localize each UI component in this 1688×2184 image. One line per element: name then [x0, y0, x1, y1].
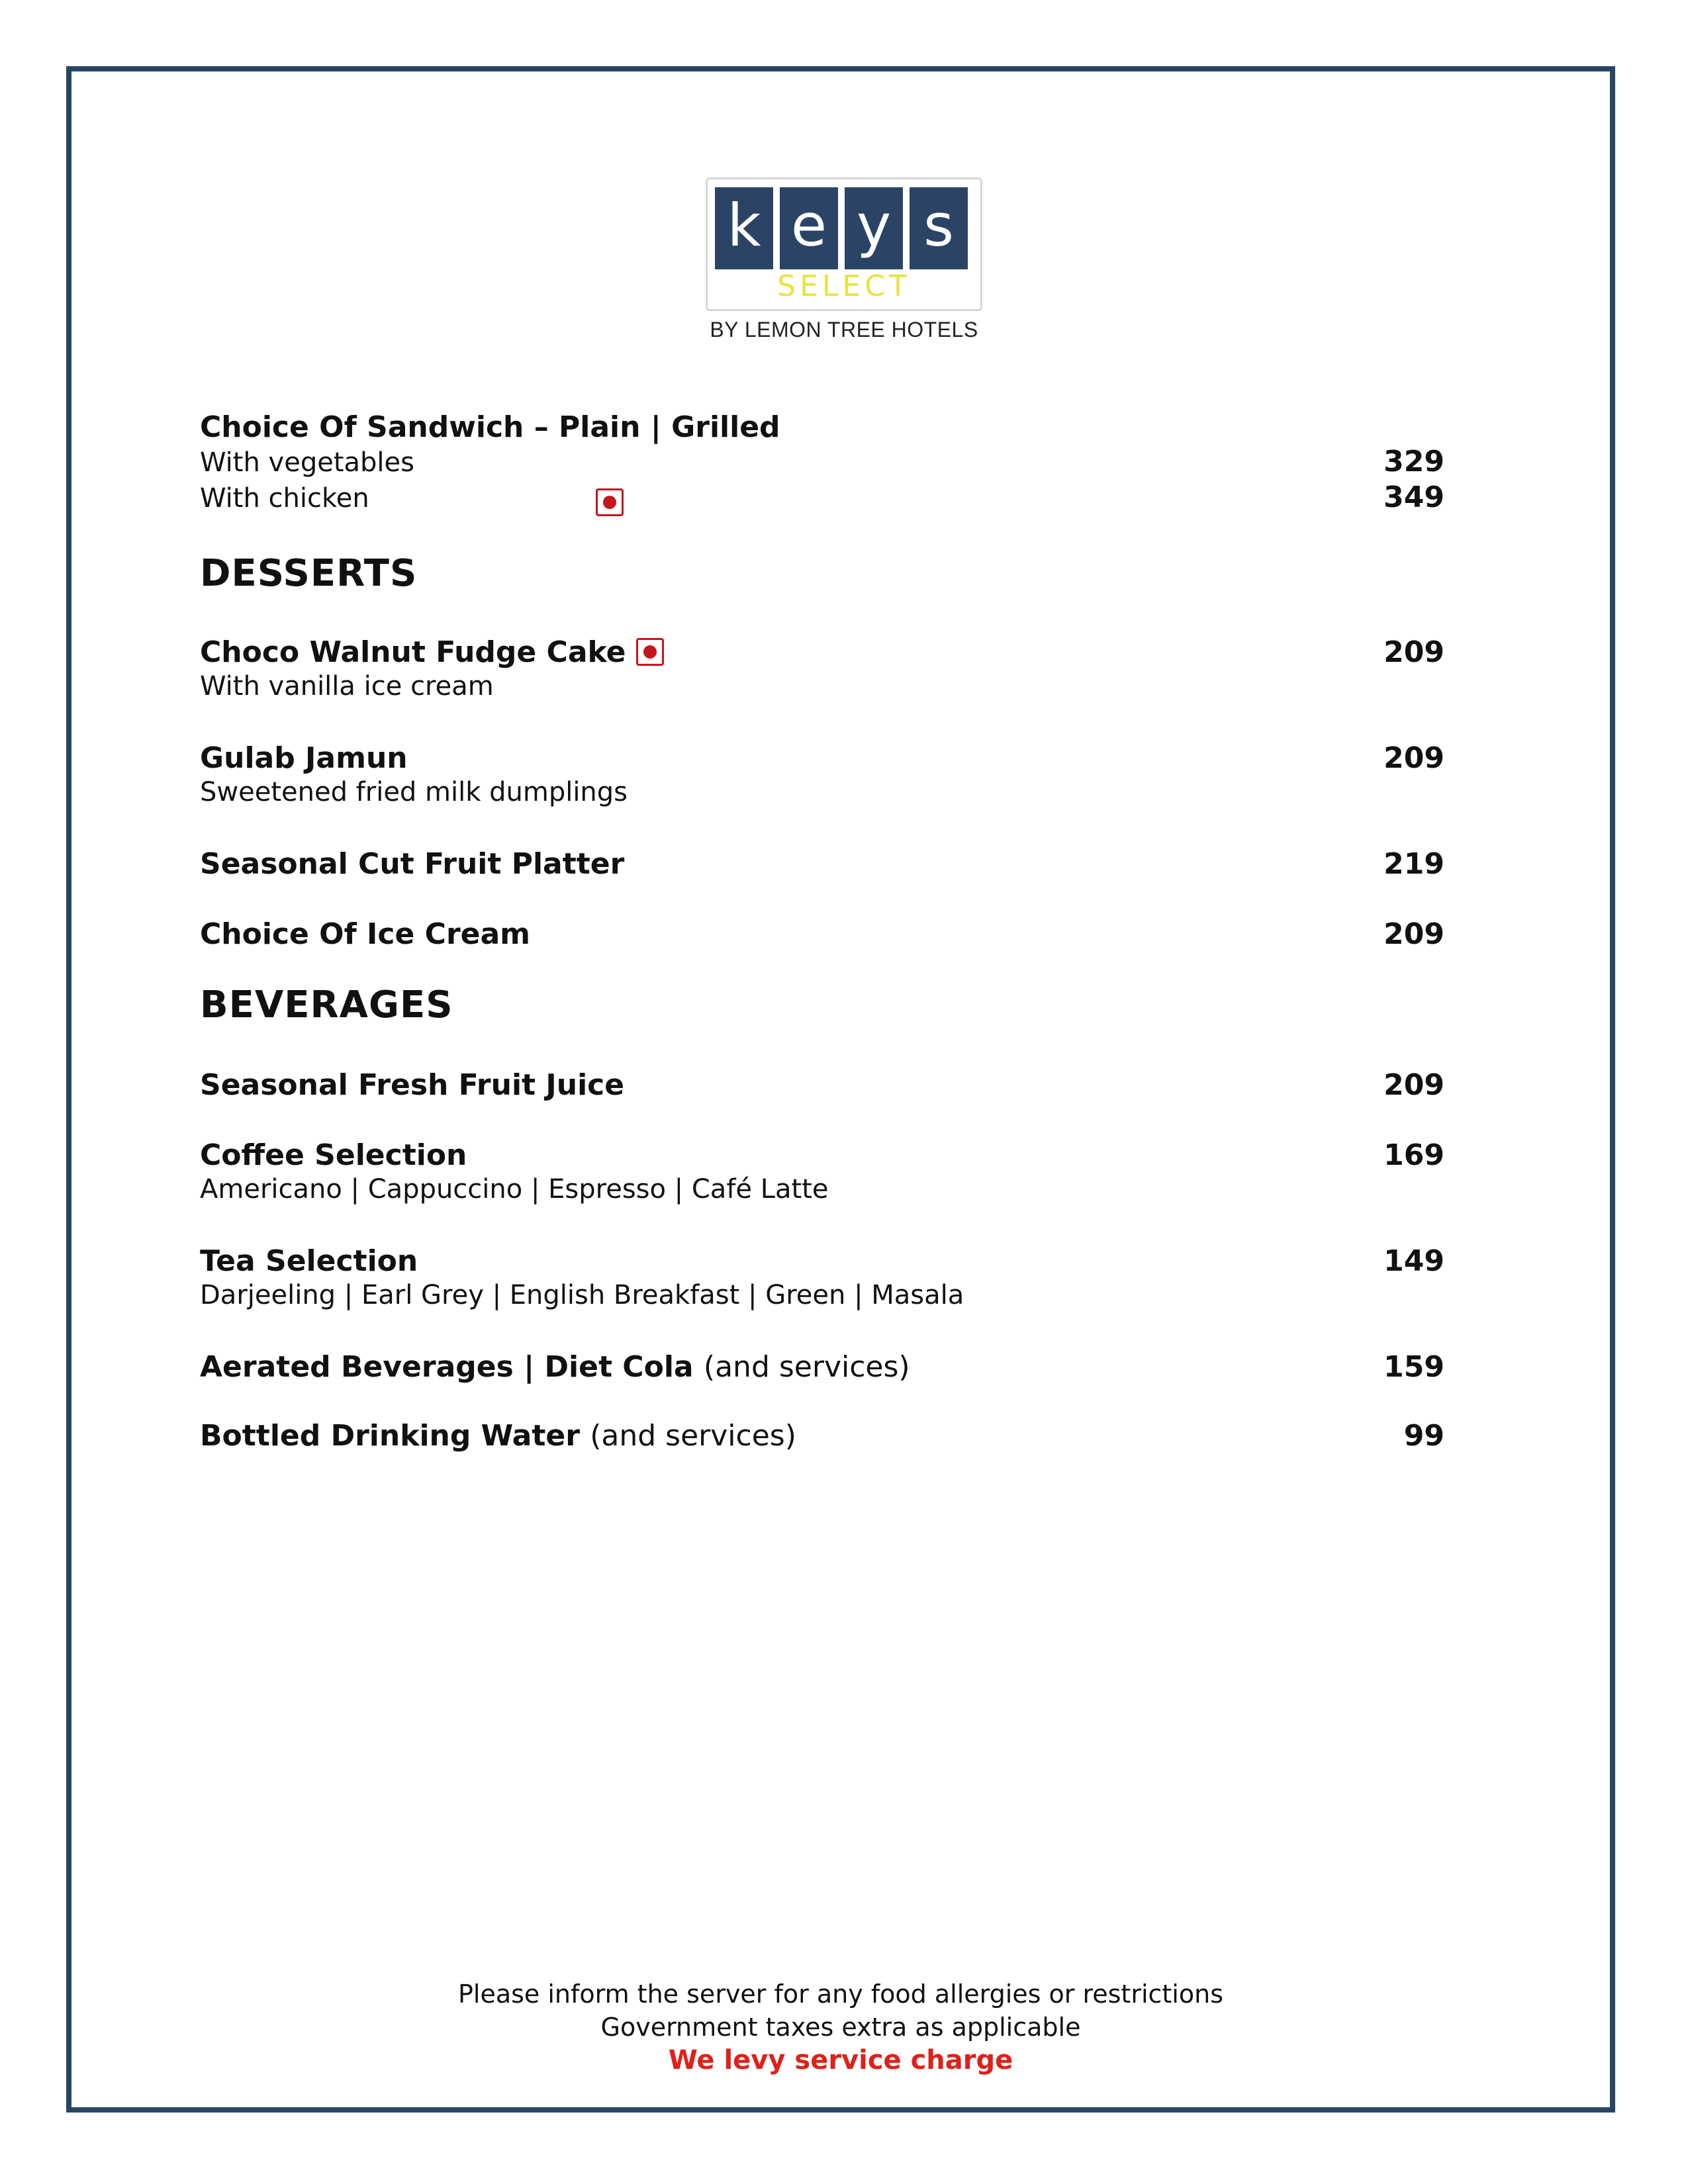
item-price: 159 — [1383, 1350, 1444, 1384]
non-veg-icon — [636, 638, 664, 666]
item-note: (and services) — [590, 1419, 796, 1453]
menu-item-tea — [200, 1244, 1444, 1278]
section-desserts: DESSERTS — [200, 552, 418, 595]
item-price: 169 — [1383, 1138, 1444, 1172]
item-price: 329 — [1383, 445, 1444, 478]
menu-item-fruit-platter — [200, 847, 1444, 881]
item-price: 209 — [1383, 635, 1444, 669]
item-price: 209 — [1383, 741, 1444, 775]
menu-item-fruit-juice — [200, 1068, 1444, 1102]
item-desc: Darjeeling | Earl Grey | English Breakfast | Green | Masala — [200, 1280, 964, 1310]
item-price: 219 — [1383, 847, 1444, 881]
tax-notice: Government taxes extra as applicable — [600, 2013, 1081, 2042]
non-veg-icon — [596, 488, 624, 516]
logo-letter-e: e — [780, 187, 838, 269]
menu-item-ice-cream — [200, 917, 1444, 951]
item-note: (and services) — [703, 1350, 910, 1384]
item-desc: Americano | Cappuccino | Espresso | Café Latte — [200, 1174, 829, 1205]
option-label: With chicken — [200, 483, 369, 514]
item-price: 99 — [1403, 1419, 1444, 1453]
item-name: Bottled Drinking Water — [200, 1419, 580, 1453]
item-desc: Sweetened fried milk dumplings — [200, 777, 628, 807]
logo-tiles — [715, 187, 968, 269]
item-name: Seasonal Cut Fruit Platter — [200, 847, 625, 881]
menu-item-aerated — [200, 1350, 1444, 1384]
item-name: Seasonal Fresh Fruit Juice — [200, 1068, 625, 1102]
item-price: 149 — [1383, 1244, 1444, 1278]
menu-item-gulab-jamun — [200, 741, 1444, 775]
item-name: Choice Of Ice Cream — [200, 917, 531, 951]
item-price: 209 — [1383, 1068, 1444, 1102]
logo-box — [706, 177, 982, 311]
brand-logo — [706, 177, 982, 342]
service-charge-notice: We levy service charge — [668, 2045, 1013, 2075]
item-name: Tea Selection — [200, 1244, 418, 1278]
item-name: Coffee Selection — [200, 1138, 467, 1172]
logo-letter-s: s — [910, 187, 968, 269]
item-price: 209 — [1383, 917, 1444, 951]
sandwich-option-chicken — [200, 480, 1444, 514]
logo-letter-y: y — [845, 187, 903, 269]
item-name: Choice Of Sandwich – Plain | Grilled — [200, 410, 780, 444]
allergy-notice: Please inform the server for any food allergies or restrictions — [457, 1979, 1223, 2009]
menu-item-choco-walnut — [200, 635, 1444, 669]
option-label: With vegetables — [200, 447, 414, 478]
menu-item-water — [200, 1419, 1444, 1453]
logo-byline: BY LEMON TREE HOTELS — [710, 318, 978, 341]
logo-letter-k: k — [715, 187, 773, 269]
menu-item-sandwich — [200, 410, 1444, 444]
item-desc: With vanilla ice cream — [200, 671, 494, 702]
item-name: Gulab Jamun — [200, 741, 408, 775]
item-name: Aerated Beverages | Diet Cola — [200, 1350, 694, 1384]
logo-select: SELECT — [777, 269, 911, 303]
footer — [66, 1978, 1615, 2077]
sandwich-option-veg — [200, 445, 1444, 478]
item-price: 349 — [1383, 480, 1444, 514]
menu-item-coffee — [200, 1138, 1444, 1172]
item-name: Choco Walnut Fudge Cake — [200, 635, 626, 669]
section-beverages: BEVERAGES — [200, 983, 453, 1026]
